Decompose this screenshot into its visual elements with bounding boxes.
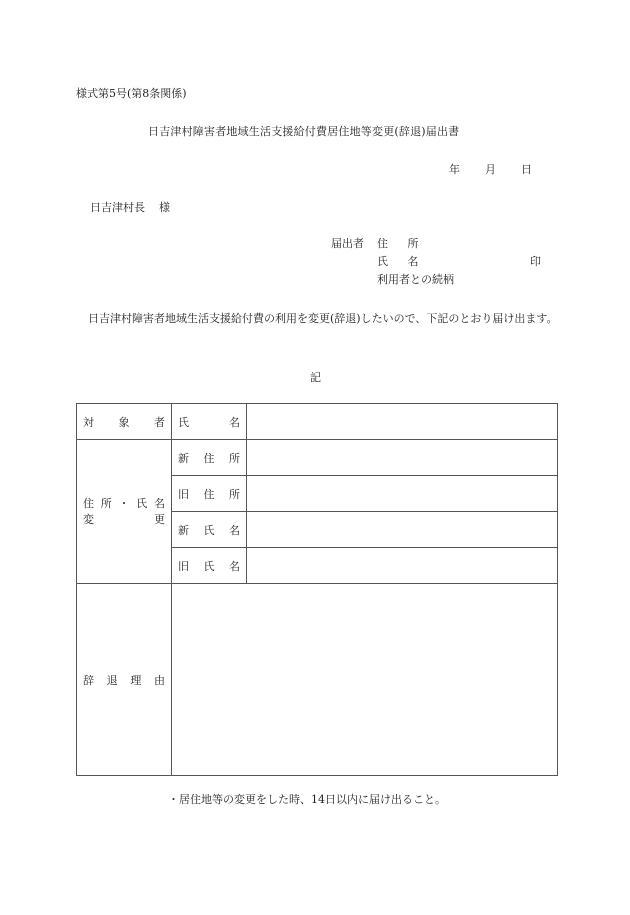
form-number: 様式第5号(第8条関係)	[76, 87, 187, 100]
new-address-label: 新 住 所	[172, 440, 247, 476]
applicant-block	[331, 235, 541, 289]
old-address-label: 旧 住 所	[172, 476, 247, 512]
subject-name-field[interactable]	[247, 404, 558, 440]
old-name-label: 旧 氏 名	[172, 548, 247, 584]
date-month-label: 月	[485, 163, 496, 176]
applicant-heading: 届出者	[331, 237, 364, 250]
seal-label: 印	[530, 255, 541, 268]
applicant-name-label: 氏 名	[377, 255, 427, 268]
new-name-label: 新 氏 名	[172, 512, 247, 548]
withdrawal-reason-field[interactable]	[172, 584, 558, 776]
new-address-field[interactable]	[247, 440, 558, 476]
withdrawal-reason-header: 辞 退 理 由	[77, 584, 172, 776]
old-address-field[interactable]	[247, 476, 558, 512]
date-line	[449, 161, 532, 177]
applicant-relationship-label: 利用者との続柄	[377, 273, 454, 286]
ki-heading: 記	[310, 371, 321, 384]
document-title: 日吉津村障害者地域生活支援給付費居住地等変更(辞退)届出書	[148, 125, 460, 138]
table-row-withdrawal-reason	[77, 584, 558, 776]
table-row-new-address	[77, 440, 558, 476]
date-year-label: 年	[449, 163, 460, 176]
new-name-field[interactable]	[247, 512, 558, 548]
subject-name-label: 氏 名	[172, 404, 247, 440]
addressee-honorific: 様	[159, 201, 170, 214]
subject-header: 対 象 者	[77, 404, 172, 440]
address-name-change-header: 住 所 ・ 氏 名 変 更	[77, 440, 172, 584]
table-row-subject	[77, 404, 558, 440]
old-name-field[interactable]	[247, 548, 558, 584]
addressee-name: 日吉津村長	[90, 201, 145, 214]
date-day-label: 日	[521, 163, 532, 176]
applicant-address-label: 住 所	[377, 237, 427, 250]
body-paragraph: 日吉津村障害者地域生活支援給付費の利用を変更(辞退)したいので、下記のとおり届け出ます。	[88, 312, 558, 325]
footnote: ・居住地等の変更をした時、14日以内に届け出ること。	[168, 793, 446, 806]
form-table	[76, 403, 558, 776]
addressee	[90, 199, 170, 215]
